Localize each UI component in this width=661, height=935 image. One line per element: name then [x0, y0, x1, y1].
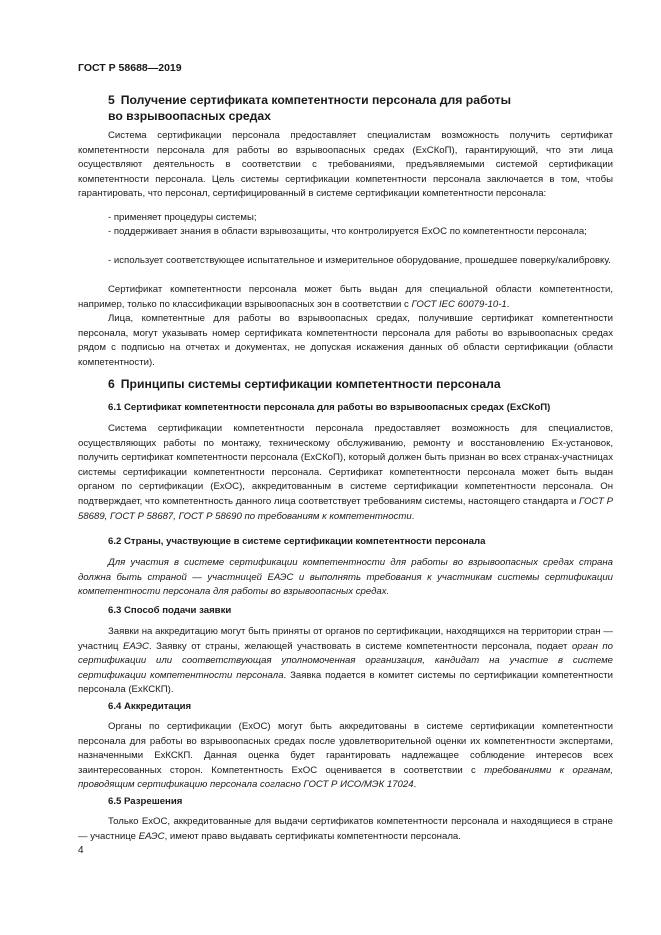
subsection-6-3-text-c: . Заявку от страны, желающей участвовать в системе компетентности персонала, подает	[148, 640, 572, 652]
section-5-number: 5	[108, 93, 115, 107]
section-5-paragraph-2	[78, 283, 613, 312]
subsection-6-5-text	[78, 815, 613, 844]
subsection-6-3-heading: 6.3 Способ подачи заявки	[108, 605, 232, 616]
section-6-heading	[108, 376, 501, 392]
subsection-6-2-heading: 6.2 Страны, участвующие в системе сертификации компетентности персонала	[108, 536, 486, 547]
subsection-6-4-ref: требованиями к органам, проводящим сертификацию персонала согласно ГОСТ Р ИСО/МЭК 17024	[78, 764, 614, 791]
section-6-number: 6	[108, 377, 115, 391]
subsection-6-3-text	[78, 625, 613, 698]
section-5-paragraph-2-text: Сертификат компетентности персонала может быть выдан для специальной области компетентности, например, только по классификации взрывоопасных зон в соответствии с	[78, 284, 613, 310]
subsection-6-1-heading: 6.1 Сертификат компетентности персонала для работы во взрывоопасных средах (ExCКоП)	[108, 402, 551, 413]
section-5-bullet-1: - применяет процедуры системы;	[108, 212, 257, 223]
subsection-6-5-heading: 6.5 Разрешения	[108, 796, 183, 807]
section-5-paragraph-3: Лица, компетентные для работы во взрывоопасных средах, получившие сертификат компетентности персонала, могут указывать номер сертификата компетентности персонала для работы во взрывоопасных средах рядом с подписью на отчетах и документах, не допуская искажения данных об области сертификации (области компетентности).	[78, 313, 613, 368]
section-5-bullet-3: - использует соответствующее испытательное и измерительное оборудование, прошедшее поверку/калибровку.	[108, 255, 611, 266]
section-5-paragraph-1: Система сертификации персонала предоставляет специалистам возможность получить сертификат компетентности персонала для работы во взрывоопасных средах (ExCКоП), гарантирующий, что эти лица осуществляют деятельность в соответствии с требованиями, предъявляемыми системой сертификации компетентности персонала. Цель системы сертификации компетентности персонала заключается в том, чтобы гарантировать, что персонал, сертифицированный в системе сертификации компетентности персонала:	[78, 130, 613, 200]
subsection-6-2-text: Для участия в системе сертификации компетентности для работы во взрывоопасных средах страна должна быть страной — участницей ЕАЭС и выполнять требования к участникам системы сертификации компетентности персонала для работы во взрывоопасных средах.	[78, 557, 613, 598]
subsection-6-1-body: Система сертификации компетентности персонала предоставляет возможность для специалистов, осуществляющих работы по монтажу, техническому обслуживанию, ремонту и восстановлению Ex-установок, получить сертификат компетентности персонала (ExCКоП), который должен быть признан во всех странах-участницах системы сертификации компетентности персонала. Сертификат компетентности персонала может быть выдан органом по сертификации (ExOC), аккредитованным в системе сертификации компетентности персонала. Он подтверждает, что компетентность данного лица соответствует требованиям системы, настоящего стандарта и	[78, 423, 613, 507]
subsection-6-4-body: Органы по сертификации (ExOC) могут быть аккредитованы в системе сертификации компетентности персонала для работы во взрывоопасных средах после удовлетворительной оценки их компетентности экспертами, назначенными ExКСКП. Данная оценка будет гарантировать надлежащее соблюдение интересов всех заинтересованных сторон. Компетентность ExOC оценивается в соответствии с	[78, 721, 613, 776]
section-5-bullet-2: - поддерживает знания в области взрывозащиты, что контролируется ExOC по компетентности персонала;	[108, 226, 587, 237]
subsection-6-1-ref: ГОСТ Р 58689, ГОСТ Р 58687, ГОСТ Р 58690 по требованиям к компетентности	[78, 495, 614, 522]
subsection-6-1-end: .	[411, 510, 415, 522]
subsection-6-1-text	[78, 422, 613, 524]
section-5-title-line1: Получение сертификата компетентности персонала для работы	[120, 93, 512, 107]
subsection-6-5-text-a: Только ExOC, аккредитованные для выдачи сертификатов компетентности персонала и находящиеся в стране — участнице	[78, 816, 613, 842]
subsection-6-3-text-b: ЕАЭС	[123, 640, 149, 652]
section-5-paragraph-2-ref: ГОСТ IEC 60079-10-1	[411, 298, 507, 310]
subsection-6-5-text-c: , имеют право выдавать сертификаты компетентности персонала.	[164, 830, 461, 842]
section-5-paragraph-2-end: .	[506, 298, 510, 310]
subsection-6-3-text-a: Заявки на аккредитацию могут быть приняты от органов по сертификации, находящихся на территории стран — участниц	[78, 626, 613, 652]
subsection-6-5-text-b: ЕАЭС	[138, 830, 165, 842]
subsection-6-4-heading: 6.4 Аккредитация	[108, 701, 192, 712]
section-6-title: Принципы системы сертификации компетентности персонала	[120, 377, 501, 391]
standard-header: ГОСТ Р 58688—2019	[78, 62, 182, 74]
subsection-6-3-text-d: орган по сертификации или соответствующая уполномоченная организация, кандидат на участие в системе сертификации компетентности персонала	[78, 640, 614, 681]
section-5-heading	[108, 92, 511, 124]
page-number: 4	[78, 845, 84, 856]
section-5-title-line2: во взрывоопасных средах	[108, 109, 271, 123]
subsection-6-4-text	[78, 720, 613, 793]
subsection-6-4-end: .	[413, 779, 417, 791]
subsection-6-3-text-e: . Заявка подается в комитет системы по сертификации компетентности персонала (ExКСКП).	[78, 669, 613, 696]
